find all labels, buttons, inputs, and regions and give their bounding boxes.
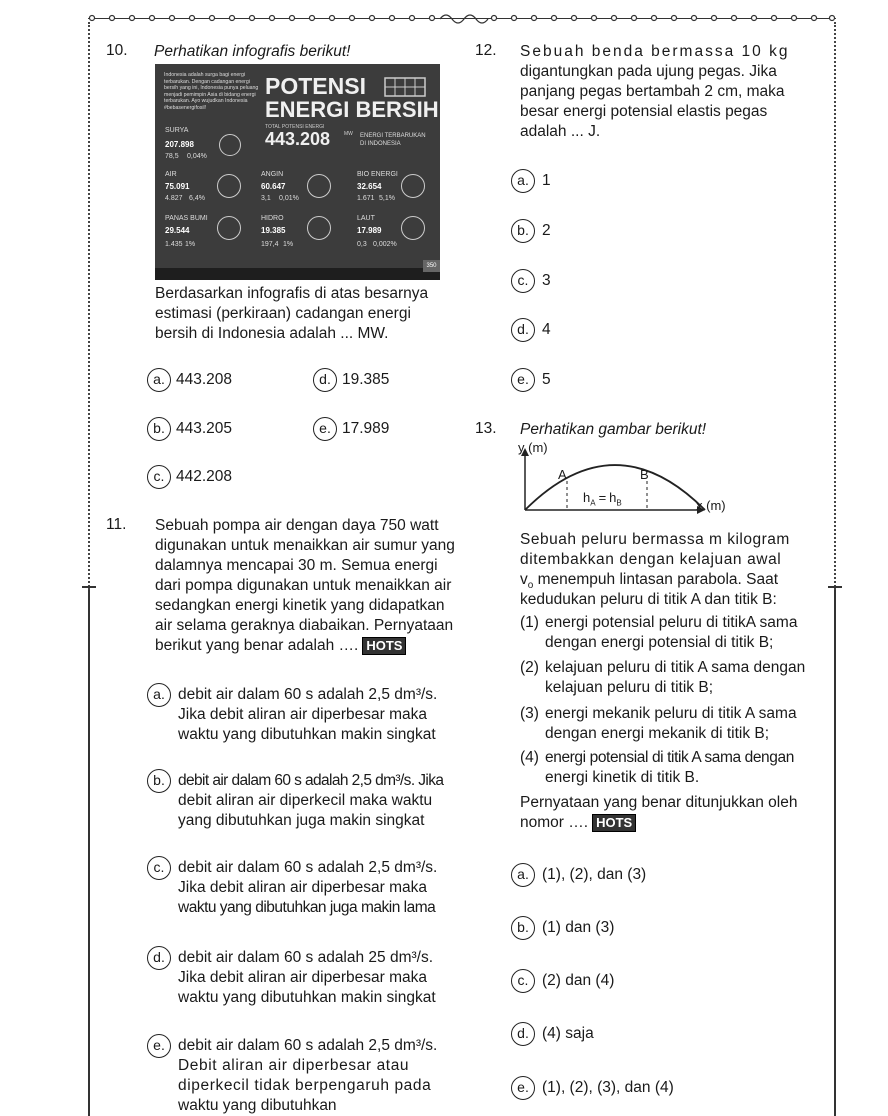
q13-body-line-3-rest: menempuh lintasan parabola. Saat — [533, 571, 779, 588]
source-laut-sub1: 0,3 — [357, 241, 367, 248]
source-bio-sub1: 1.671 — [357, 195, 375, 202]
q11-option-e-line-2[interactable]: Debit aliran air diperbesar atau — [178, 1057, 410, 1074]
q11-option-b-line-3[interactable]: yang dibutuhkan juga makin singkat — [178, 812, 425, 829]
q11-body-line-4: dari pompa digunakan untuk menaikkan air — [155, 577, 452, 594]
sun-icon — [219, 134, 241, 156]
q10-option-e-text[interactable]: 17.989 — [342, 420, 390, 437]
solar-panel-icon — [383, 76, 427, 98]
q10-number: 10. — [106, 42, 128, 59]
wind-turbine-icon — [307, 174, 331, 198]
infographic-page-badge: 350 — [423, 260, 440, 272]
q11-body-line-6: air selama geraknya diabaikan. Pernyataan — [155, 617, 454, 634]
q11-body-line-1: Sebuah pompa air dengan daya 750 watt — [155, 517, 439, 534]
q12-option-c-letter[interactable]: c. — [511, 269, 535, 293]
q11-body-line-5: sedangkan energi kinetik yang didapatkan — [155, 597, 445, 614]
source-laut-value: 17.989 — [357, 226, 382, 235]
statement-3-line-2: dengan energi mekanik di titik B; — [545, 725, 770, 742]
statement-4-num: (4) — [520, 749, 539, 766]
q11-option-d-letter[interactable]: d. — [147, 946, 171, 970]
q11-option-d-line-1[interactable]: debit air dalam 60 s adalah 25 dm³/s. — [178, 949, 434, 966]
q10-prompt: Perhatikan infografis berikut! — [154, 43, 351, 60]
statement-4-line-1: energi potensial di titik A sama dengan — [545, 749, 794, 766]
q13-option-c-text[interactable]: (2) dan (4) — [542, 972, 615, 989]
q13-option-b-text[interactable]: (1) dan (3) — [542, 919, 615, 936]
q12-number: 12. — [475, 42, 497, 59]
q13-question-line-1: Pernyataan yang benar ditunjukkan oleh — [520, 794, 798, 811]
q13-option-a-text[interactable]: (1), (2), dan (3) — [542, 866, 647, 883]
q10-option-d-text[interactable]: 19.385 — [342, 371, 390, 388]
statement-2-num: (2) — [520, 659, 539, 676]
q10-option-a-letter[interactable]: a. — [147, 368, 171, 392]
q11-option-c-line-2[interactable]: Jika debit aliran air diperbesar maka — [178, 879, 427, 896]
source-surya-sub1: 78,5 — [165, 153, 179, 160]
source-panasbumi-sub1: 1.435 — [165, 241, 183, 248]
source-laut-name: LAUT — [357, 215, 375, 222]
q11-option-a-letter[interactable]: a. — [147, 683, 171, 707]
q11-body-line-3: dalamnya mencapai 30 m. Semua energi — [155, 557, 438, 574]
source-bio-name: BIO ENERGI — [357, 171, 398, 178]
energy-infographic — [155, 64, 440, 280]
q12-option-c-text[interactable]: 3 — [542, 272, 551, 289]
infographic-intro: Indonesia adalah surga bagi energi terbarukan. Dengan cadangan energi bersih yang ini, Indonesia punya peluang menjadi pemimpin Asia di bidang energi terbarukan. Ayo wujudkan Indonesia #bebasenergifosil! — [164, 72, 259, 111]
source-air-sub2: 6,4% — [189, 195, 205, 202]
source-hidro-sub1: 197,4 — [261, 241, 279, 248]
x-axis-label: x (m) — [696, 498, 726, 513]
q13-question-line-2-text: nomor …. — [520, 814, 589, 831]
v-subscript: o — [527, 580, 534, 592]
source-surya-value: 207.898 — [165, 140, 194, 149]
q13-option-e-letter[interactable]: e. — [511, 1076, 535, 1100]
q11-option-a-line-3[interactable]: waktu yang dibutuhkan makin singkat — [178, 726, 436, 743]
h-b-subscript: B — [616, 498, 622, 508]
source-hidro-value: 19.385 — [261, 226, 286, 235]
statement-3-num: (3) — [520, 705, 539, 722]
infographic-title-2: ENERGI BERSIH — [265, 97, 439, 122]
q11-hots-badge: HOTS — [362, 637, 406, 655]
statement-1-num: (1) — [520, 614, 539, 631]
q10-option-c-text[interactable]: 442.208 — [176, 468, 233, 485]
q13-option-d-text[interactable]: (4) saja — [542, 1025, 594, 1042]
statement-2-line-2: kelajuan peluru di titik B; — [545, 679, 714, 696]
wave-icon — [401, 216, 425, 240]
q11-number: 11. — [106, 516, 127, 533]
q11-option-b-line-1[interactable]: debit air dalam 60 s adalah 2,5 dm³/s. Jika — [178, 772, 444, 789]
q10-option-a-text[interactable]: 443.208 — [176, 371, 233, 388]
gear-icon — [307, 216, 331, 240]
source-angin-sub2: 0,01% — [279, 195, 299, 202]
q13-question-line-2 — [520, 813, 636, 833]
source-angin-sub1: 3,1 — [261, 195, 271, 202]
q13-body-line-1: Sebuah peluru bermassa m kilogram — [520, 531, 790, 548]
source-laut-sub2: 0,002% — [373, 241, 397, 248]
q13-body-line-4: kedudukan peluru di titik A dan titik B: — [520, 591, 777, 608]
q13-option-c-letter[interactable]: c. — [511, 969, 535, 993]
q11-option-c-line-1[interactable]: debit air dalam 60 s adalah 2,5 dm³/s. — [178, 859, 438, 876]
q12-body-line-1: Sebuah benda bermassa 10 kg — [520, 43, 790, 60]
q11-body-line-7 — [155, 636, 406, 656]
source-hidro-name: HIDRO — [261, 215, 284, 222]
q12-option-e-text[interactable]: 5 — [542, 371, 551, 388]
h-a-symbol: h — [583, 490, 591, 505]
statement-1-line-1: energi potensial peluru di titikA sama — [545, 614, 798, 631]
q12-option-a-letter[interactable]: a. — [511, 169, 535, 193]
q10-body-line-3: bersih di Indonesia adalah ... MW. — [155, 325, 389, 342]
q11-option-d-line-3[interactable]: waktu yang dibutuhkan makin singkat — [178, 989, 436, 1006]
source-air-name: AIR — [165, 171, 177, 178]
q12-option-e-letter[interactable]: e. — [511, 368, 535, 392]
q12-body-line-3: panjang pegas bertambah 2 cm, maka — [520, 83, 785, 100]
q13-body-line-2: ditembakkan dengan kelajuan awal — [520, 551, 782, 568]
left-border-line — [88, 590, 90, 1116]
source-surya-sub2: 0,04% — [187, 153, 207, 160]
v-symbol: v — [520, 571, 528, 588]
right-border-cap — [828, 586, 842, 588]
q11-body-line-2: digunakan untuk menaikkan air sumur yang — [155, 537, 455, 554]
source-angin-name: ANGIN — [261, 171, 284, 178]
q13-option-e-text[interactable]: (1), (2), (3), dan (4) — [542, 1079, 674, 1096]
q10-option-d-letter[interactable]: d. — [313, 368, 337, 392]
q13-number: 13. — [475, 420, 497, 437]
h-equals: = — [598, 490, 607, 505]
source-hidro-sub2: 1% — [283, 241, 294, 248]
q12-option-b-letter[interactable]: b. — [511, 219, 535, 243]
infographic-footer-bar — [155, 268, 440, 280]
source-surya-name: SURYA — [165, 127, 189, 134]
y-axis-label: y (m) — [518, 440, 548, 455]
point-a-label: A — [558, 467, 567, 482]
total-sub-1: ENERGI TERBARUKAN — [360, 133, 426, 139]
total-potential-unit: MW — [344, 131, 353, 137]
q11-option-c-letter[interactable]: c. — [147, 856, 171, 880]
q12-body-line-4: besar energi potensial elastis pegas — [520, 103, 768, 120]
q11-option-b-letter[interactable]: b. — [147, 769, 171, 793]
source-panasbumi-value: 29.544 — [165, 226, 190, 235]
q12-option-d-text[interactable]: 4 — [542, 321, 551, 338]
statement-2-line-1: kelajuan peluru di titik A sama dengan — [545, 659, 806, 676]
left-border-cap — [82, 586, 96, 588]
source-panasbumi-sub2: 1% — [185, 241, 196, 248]
q12-option-a-text[interactable]: 1 — [542, 172, 551, 189]
q12-body-line-5: adalah ... J. — [520, 123, 601, 140]
q11-option-e-line-4[interactable]: waktu yang dibutuhkan — [178, 1097, 337, 1114]
left-border-dots — [88, 22, 90, 590]
h-b-symbol: h — [609, 490, 617, 505]
statement-1-line-2: dengan energi potensial di titik B; — [545, 634, 774, 651]
h-a-subscript: A — [590, 498, 596, 508]
q12-option-d-letter[interactable]: d. — [511, 318, 535, 342]
q11-option-b-line-2[interactable]: debit aliran air diperkecil maka waktu — [178, 792, 433, 809]
q10-body-line-2: estimasi (perkiraan) cadangan energi — [155, 305, 411, 322]
top-border-ornament — [88, 12, 838, 26]
q13-hots-badge: HOTS — [592, 814, 636, 832]
q10-body-line-1: Berdasarkan infografis di atas besarnya — [155, 285, 429, 302]
source-bio-value: 32.654 — [357, 182, 382, 191]
q10-option-c-letter[interactable]: c. — [147, 465, 171, 489]
q12-option-b-text[interactable]: 2 — [542, 222, 551, 239]
q11-option-c-line-3[interactable]: waktu yang dibutuhkan juga makin lama — [178, 899, 436, 916]
water-wheel-icon — [217, 174, 241, 198]
geothermal-icon — [217, 216, 241, 240]
q11-option-e-line-3[interactable]: diperkecil tidak berpengaruh pada — [178, 1077, 432, 1094]
source-panasbumi-name: PANAS BUMI — [165, 215, 208, 222]
q10-option-e-letter[interactable]: e. — [313, 417, 337, 441]
q10-option-b-text[interactable]: 443.205 — [176, 420, 233, 437]
source-angin-value: 60.647 — [261, 182, 286, 191]
total-potential-value: 443.208 — [265, 129, 331, 149]
source-air-value: 75.091 — [165, 182, 190, 191]
infographic-title-1: POTENSI — [265, 73, 366, 99]
q13-option-b-letter[interactable]: b. — [511, 916, 535, 940]
q11-option-a-line-2[interactable]: Jika debit aliran air diperbesar maka — [178, 706, 427, 723]
source-bio-sub2: 5,1% — [379, 195, 395, 202]
height-equation — [583, 490, 622, 508]
statement-3-line-1: energi mekanik peluru di titik A sama — [545, 705, 797, 722]
right-border-line — [834, 590, 836, 1116]
q11-option-e-line-1[interactable]: debit air dalam 60 s adalah 2,5 dm³/s. — [178, 1037, 438, 1054]
total-potential-label: TOTAL POTENSI ENERGI — [265, 124, 325, 130]
q10-option-b-letter[interactable]: b. — [147, 417, 171, 441]
q11-body-line-7-text: berikut yang benar adalah …. — [155, 637, 359, 654]
point-b-label: B — [640, 467, 649, 482]
q11-option-a-line-1[interactable]: debit air dalam 60 s adalah 2,5 dm³/s. — [178, 686, 438, 703]
q13-option-a-letter[interactable]: a. — [511, 863, 535, 887]
q13-option-d-letter[interactable]: d. — [511, 1022, 535, 1046]
total-sub-2: DI INDONESIA — [360, 141, 401, 147]
right-border-dots — [834, 22, 836, 590]
bulb-icon — [401, 174, 425, 198]
q13-prompt: Perhatikan gambar berikut! — [520, 421, 707, 438]
q11-option-e-letter[interactable]: e. — [147, 1034, 171, 1058]
statement-4-line-2: energi kinetik di titik B. — [545, 769, 700, 786]
source-air-sub1: 4.827 — [165, 195, 183, 202]
q11-option-d-line-2[interactable]: Jika debit aliran air diperbesar maka — [178, 969, 427, 986]
q12-body-line-2: digantungkan pada ujung pegas. Jika — [520, 63, 777, 80]
